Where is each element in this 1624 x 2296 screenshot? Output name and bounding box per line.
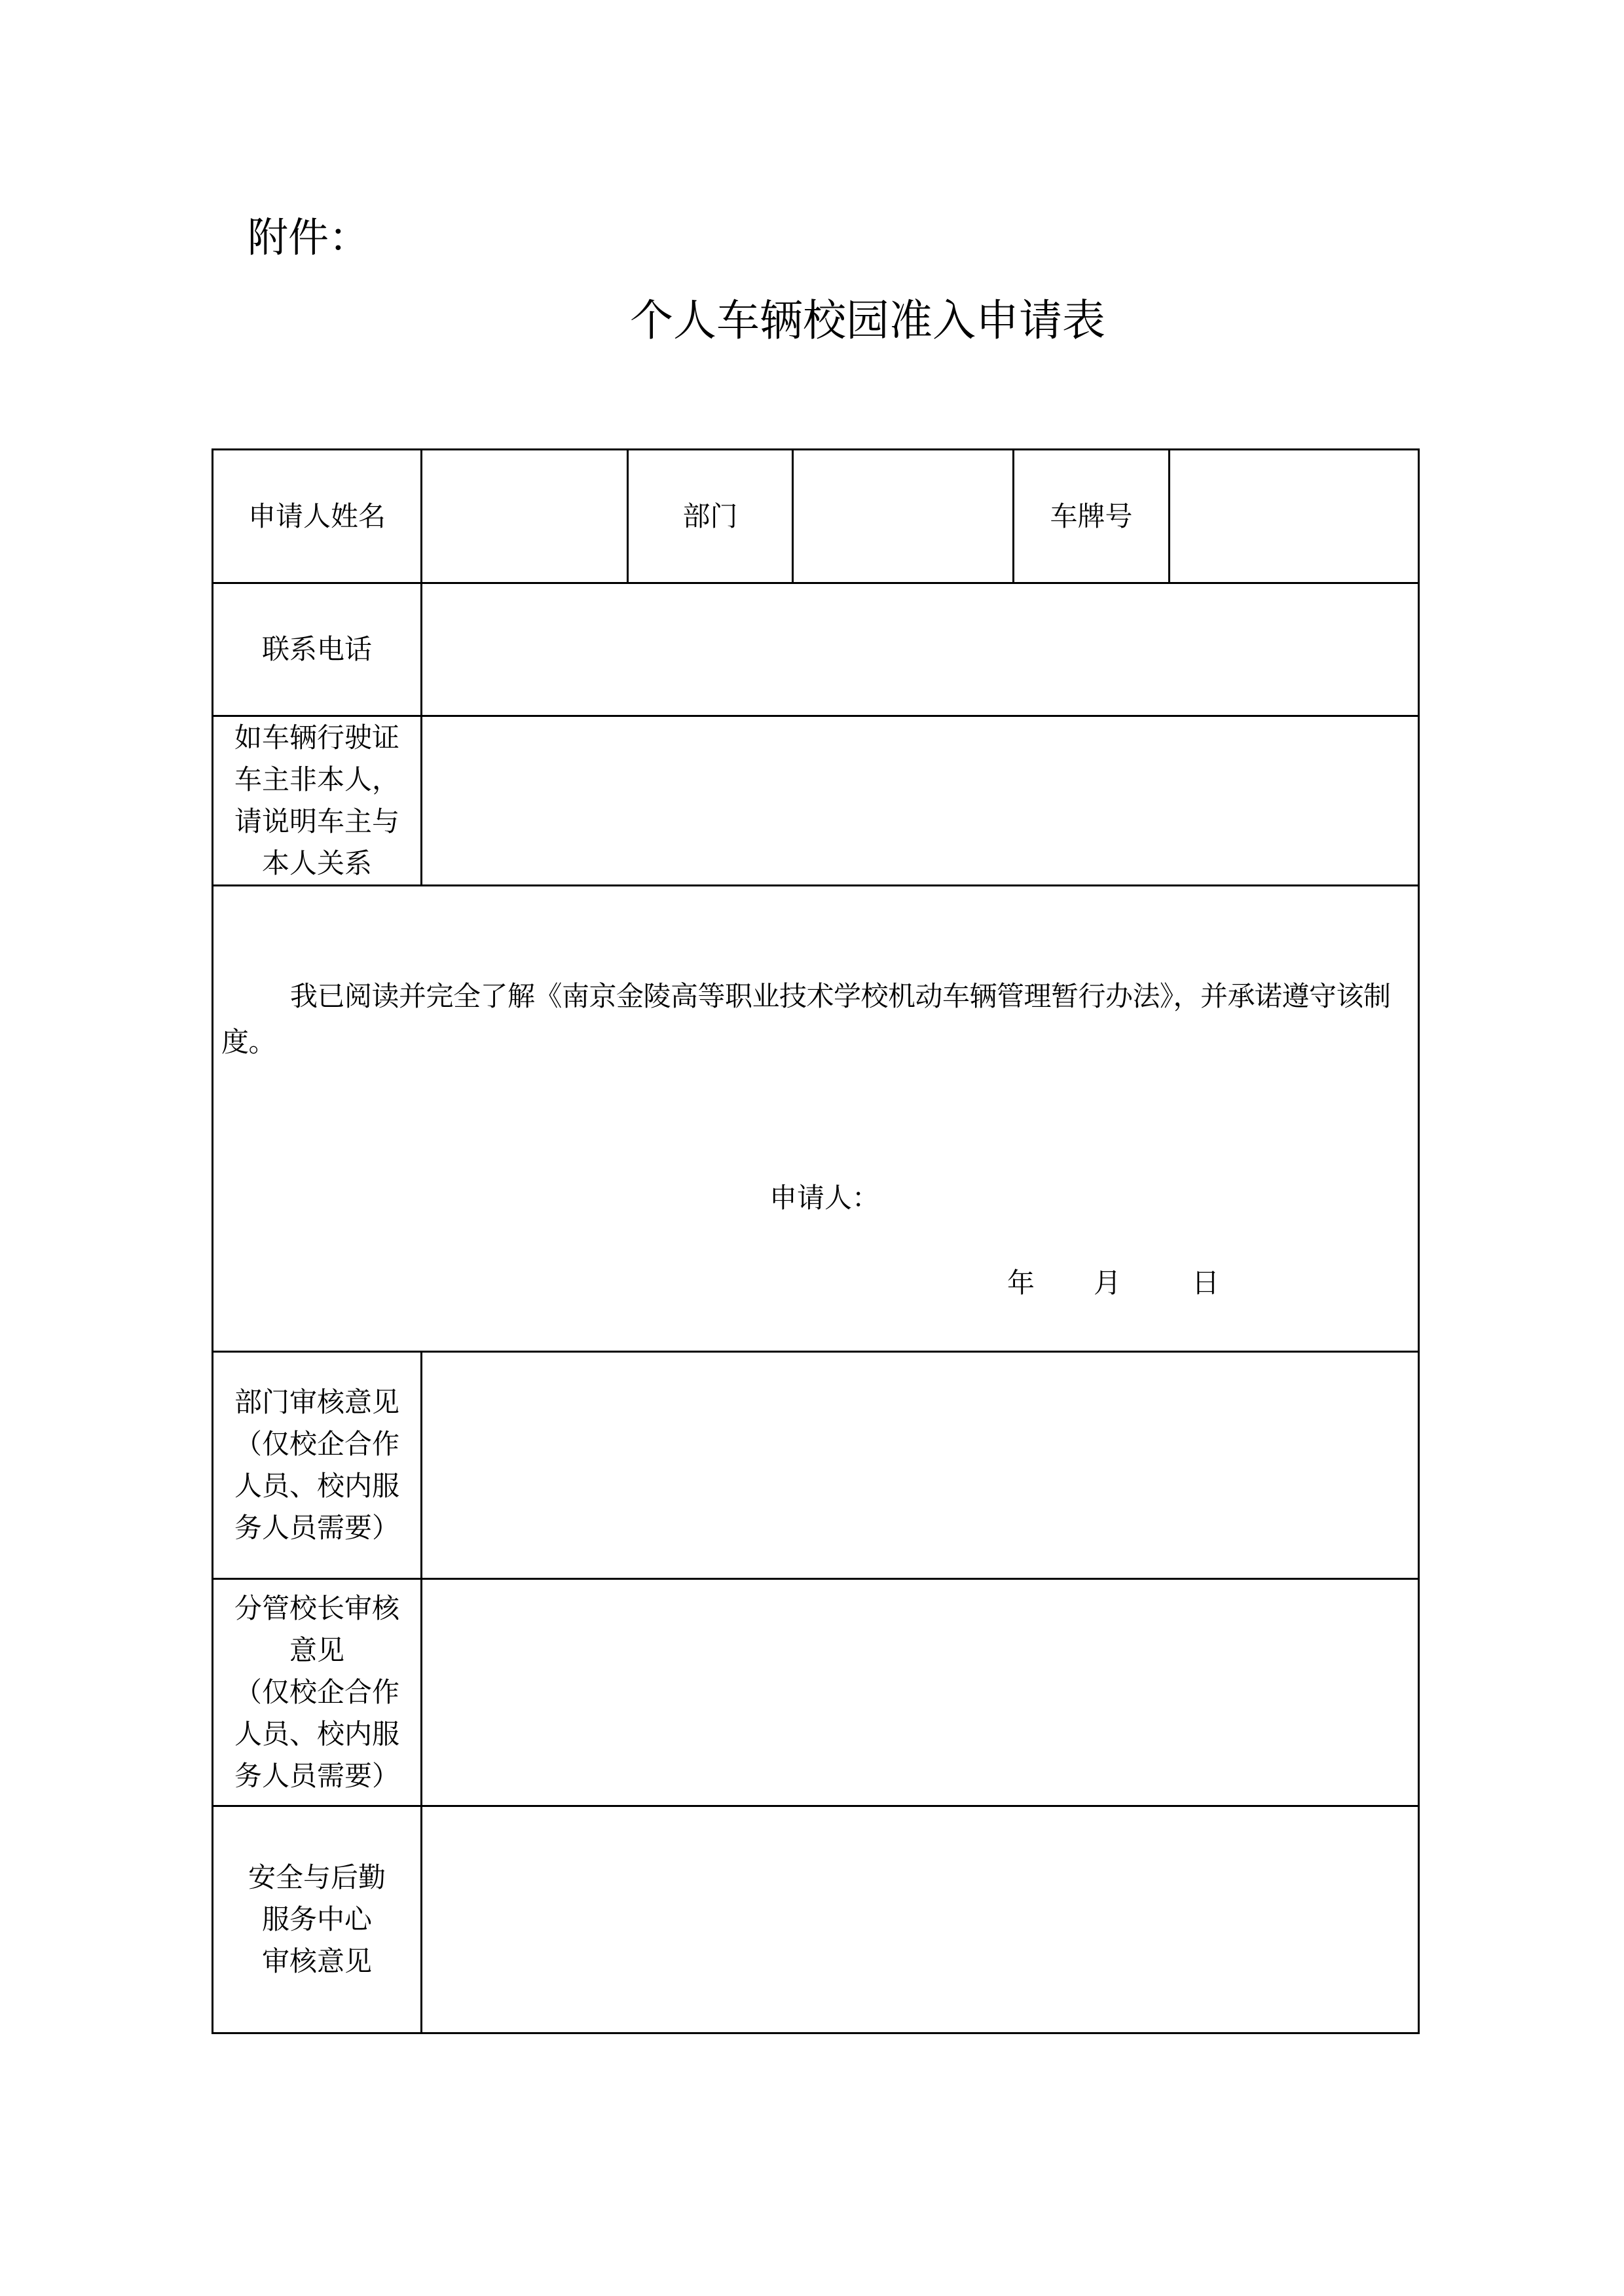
owner-relation-label-line: 车主非本人， [234, 763, 399, 795]
security-review-label [213, 1806, 422, 2033]
phone-label: 联系电话 [213, 583, 422, 716]
dept-review-label [213, 1352, 422, 1579]
date-day-label: 日 [1192, 1267, 1220, 1299]
department-field[interactable] [793, 450, 1014, 583]
owner-relation-label [213, 716, 422, 886]
principal-review-label-line: （仅校企合作 [234, 1676, 399, 1708]
principal-review-label-line: 分管校长审核 [234, 1592, 399, 1624]
form-row-basic-info [213, 450, 1419, 583]
attachment-label: 附件： [248, 213, 370, 261]
date-month-label: 月 [1094, 1267, 1122, 1299]
form-title: 个人车辆校园准入申请表 [630, 295, 1105, 346]
dept-review-field[interactable] [422, 1352, 1419, 1579]
phone-field[interactable] [422, 583, 1419, 716]
form-row-phone [213, 583, 1419, 716]
applicant-signature-label: 申请人： [769, 1182, 880, 1214]
pledge-cell [213, 886, 1419, 1352]
principal-review-label [213, 1579, 422, 1806]
dept-review-label-line: 部门审核意见 [234, 1386, 399, 1418]
owner-relation-label-line: 请说明车主与 [234, 805, 399, 837]
security-review-label-line: 安全与后勤 [248, 1861, 386, 1893]
application-form-table [212, 448, 1420, 2034]
security-review-label-line: 审核意见 [261, 1945, 372, 1977]
form-row-principal-review [213, 1579, 1419, 1806]
form-row-security-review [213, 1806, 1419, 2033]
plate-number-field[interactable] [1170, 450, 1419, 583]
date-year-label: 年 [1007, 1267, 1035, 1299]
security-review-label-line: 服务中心 [261, 1903, 372, 1935]
form-row-owner-relation [213, 716, 1419, 886]
form-row-dept-review [213, 1352, 1419, 1579]
plate-number-label: 车牌号 [1014, 450, 1170, 583]
dept-review-label-line: 人员、校内服 [234, 1470, 399, 1502]
principal-review-label-line: 务人员需要） [234, 1760, 399, 1792]
principal-review-field[interactable] [422, 1579, 1419, 1806]
department-label: 部门 [628, 450, 793, 583]
applicant-name-field[interactable] [422, 450, 628, 583]
owner-relation-field[interactable] [422, 716, 1419, 886]
dept-review-label-line: 务人员需要） [234, 1512, 399, 1544]
applicant-name-label: 申请人姓名 [213, 450, 422, 583]
principal-review-label-line: 人员、校内服 [234, 1718, 399, 1750]
pledge-statement: 我已阅读并完全了解《南京金陵高等职业技术学校机动车辆管理暂行办法》，并承诺遵守该制度。 [221, 980, 1391, 1058]
owner-relation-label-line: 如车辆行驶证 [234, 721, 399, 754]
form-row-pledge [213, 886, 1419, 1352]
dept-review-label-line: （仅校企合作 [234, 1428, 399, 1460]
owner-relation-label-line: 本人关系 [261, 847, 372, 879]
security-review-field[interactable] [422, 1806, 1419, 2033]
principal-review-label-line: 意见 [289, 1634, 344, 1666]
